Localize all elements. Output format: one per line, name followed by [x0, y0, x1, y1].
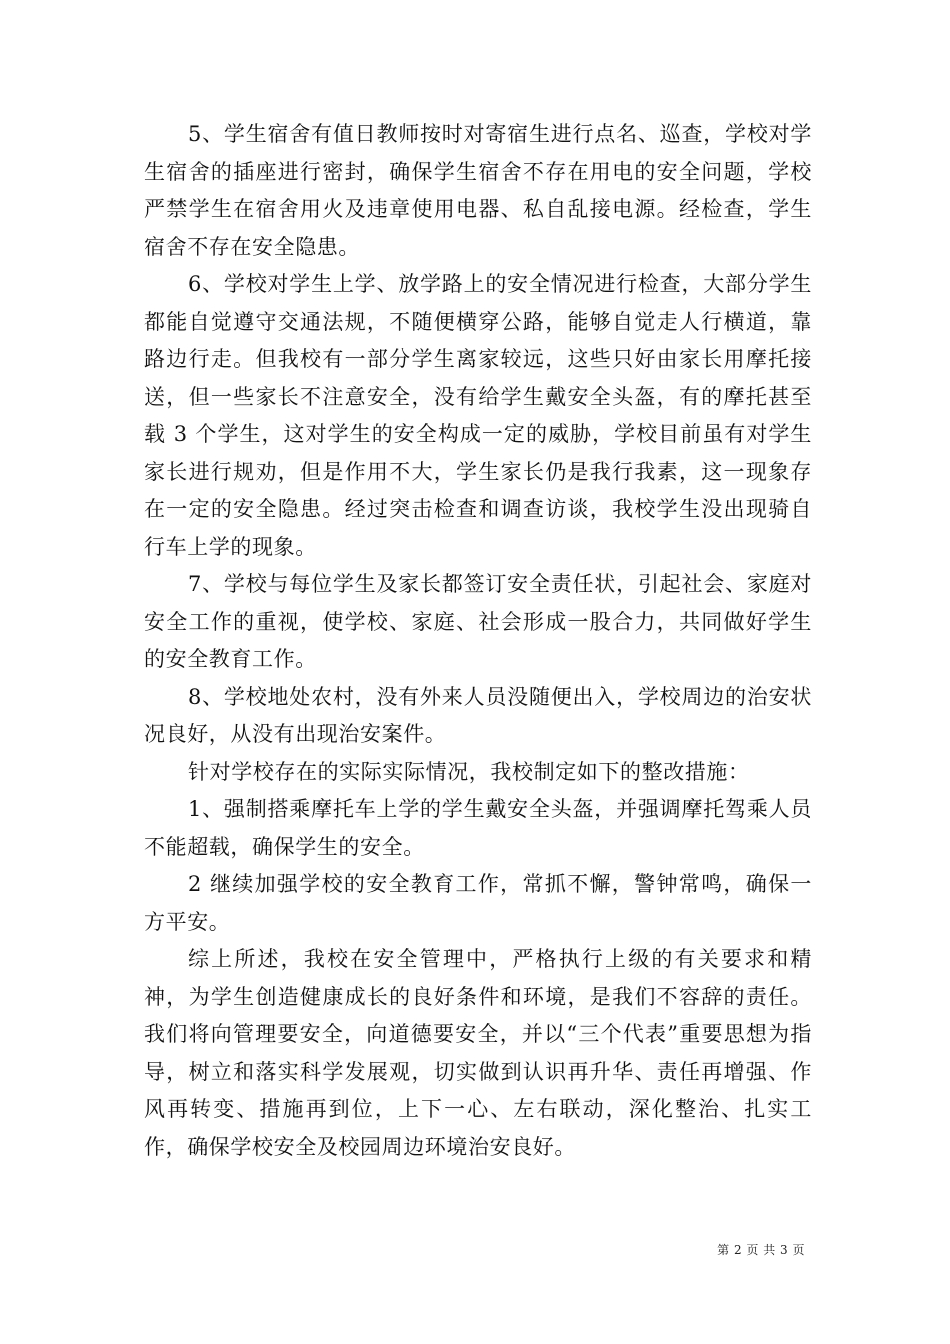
- paragraph-measure-1: 1、强制搭乘摩托车上学的学生戴安全头盔，并强调摩托驾乘人员不能超载，确保学生的安全。: [144, 797, 812, 859]
- paragraph-item-7: 7、学校与每位学生及家长都签订安全责任状，引起社会、家庭对安全工作的重视，使学校、家庭、社会形成一股合力，共同做好学生的安全教育工作。: [144, 572, 812, 671]
- document-body: [144, 116, 812, 1166]
- paragraph-item-8: 8、学校地处农村，没有外来人员没随便出入，学校周边的治安状况良好，从没有出现治安案件。: [144, 684, 812, 746]
- paragraph-item-6: 6、学校对学生上学、放学路上的安全情况进行检查，大部分学生都能自觉遵守交通法规，不随便横穿公路，能够自觉走人行横道，靠路边行走。但我校有一部分学生离家较远，这些只好由家长用摩托接送，但一些家长不注意安全，没有给学生戴安全头盔，有的摩托甚至载 3 个学生，这对学生的安全构成一定的威胁，学校目前虽有对学生家长进行规劝，但是作用不大，学生家长仍是我行我素，这一现象存在一定的安全隐患。经过突击检查和调查访谈，我校学生没出现骑自行车上学的现象。: [144, 272, 812, 559]
- page-number-footer: 第 2 页 共 3 页: [717, 1243, 805, 1257]
- paragraph-measure-2: 2 继续加强学校的安全教育工作，常抓不懈，警钟常鸣，确保一方平安。: [144, 872, 812, 934]
- paragraph-item-5: 5、学生宿舍有值日教师按时对寄宿生进行点名、巡查，学校对学生宿舍的插座进行密封，确保学生宿舍不存在用电的安全问题，学校严禁学生在宿舍用火及违章使用电器、私自乱接电源。经检查，学生宿舍不存在安全隐患。: [144, 122, 812, 259]
- paragraph-measures-intro: 针对学校存在的实际实际情况，我校制定如下的整改措施：: [188, 759, 750, 784]
- paragraph-conclusion: 综上所述，我校在安全管理中，严格执行上级的有关要求和精神，为学生创造健康成长的良好条件和环境，是我们不容辞的责任。我们将向管理要安全，向道德要安全，并以“三个代表”重要思想为指导，树立和落实科学发展观，切实做到认识再升华、责任再增强、作风再转变、措施再到位，上下一心、左右联动，深化整治、扎实工作，确保学校安全及校园周边环境治安良好。: [144, 947, 812, 1159]
